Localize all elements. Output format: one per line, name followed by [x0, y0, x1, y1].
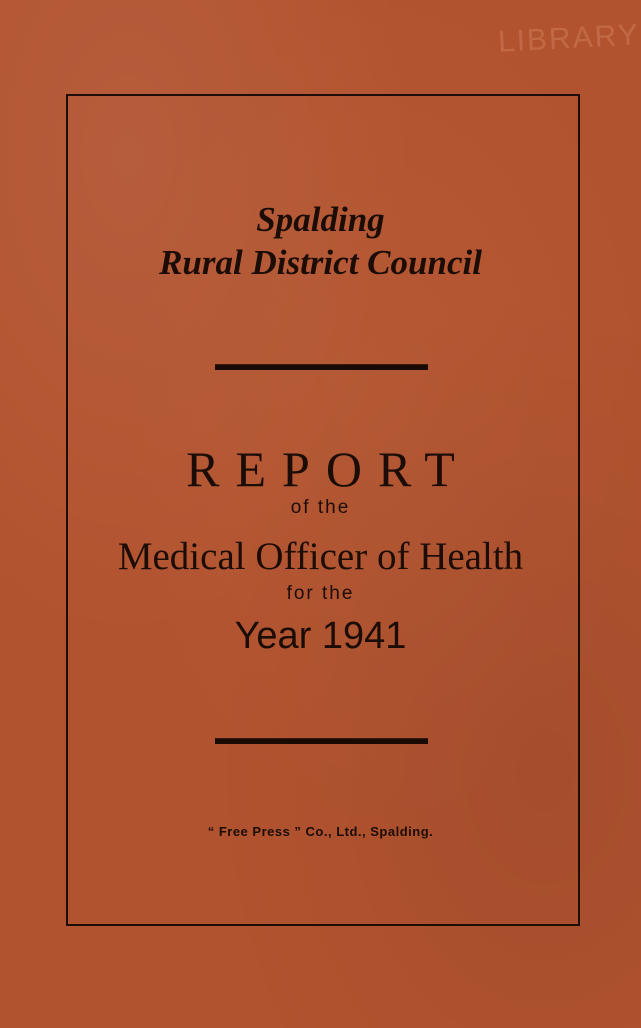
for-the-text: for the	[286, 583, 355, 604]
report-subject: Medical Officer of Health	[117, 535, 524, 578]
printer-imprint: “ Free Press ” Co., Ltd., Spalding.	[207, 824, 434, 839]
library-stamp: LIBRARY	[497, 18, 641, 59]
of-the-text: of the	[290, 497, 351, 518]
report-year: Year 1941	[234, 615, 407, 657]
council-name-line-1: Spalding	[256, 200, 385, 239]
top-divider-rule	[215, 364, 428, 370]
bottom-divider-rule	[215, 738, 428, 744]
council-name-line-2: Rural District Council	[159, 243, 482, 282]
report-title: REPORT	[186, 441, 471, 497]
